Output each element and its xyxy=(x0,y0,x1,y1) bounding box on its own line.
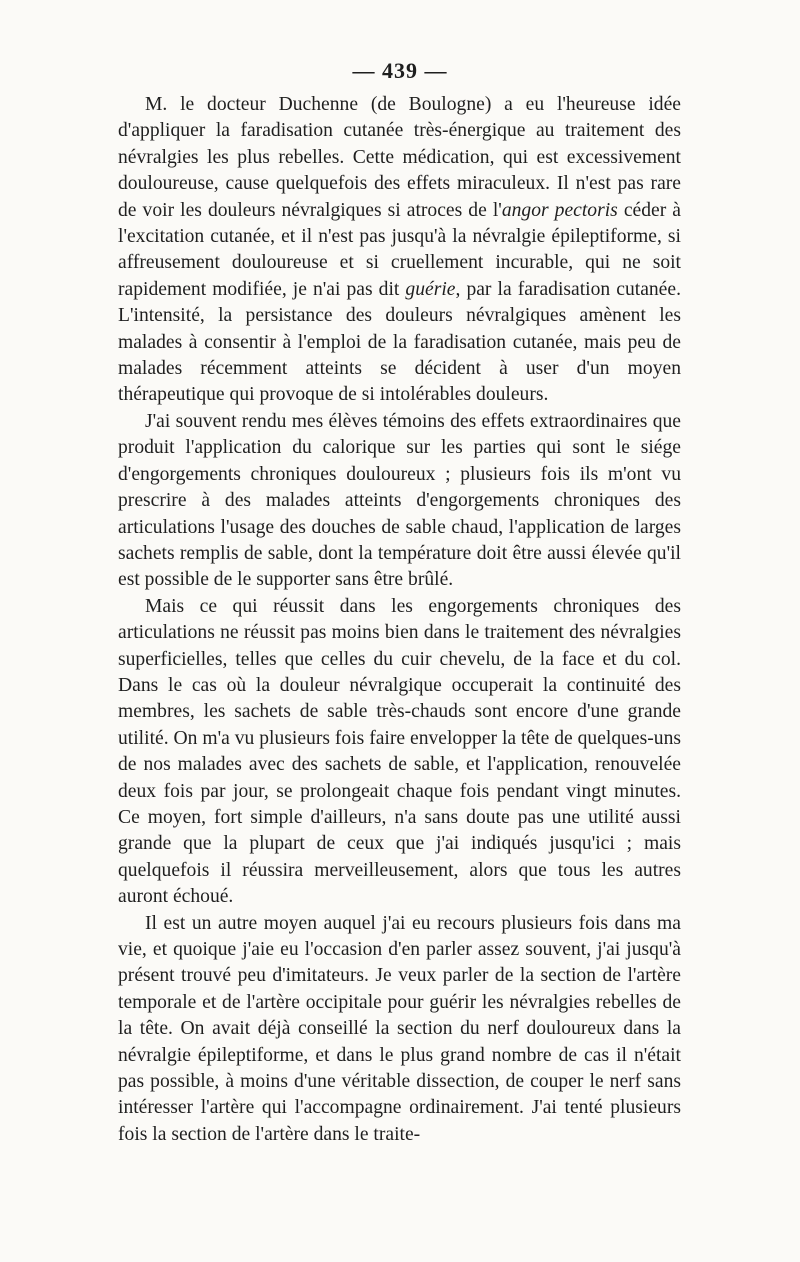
body-text xyxy=(118,92,681,1148)
paragraph xyxy=(118,92,681,409)
italic-term-angor-pectoris: angor pectoris xyxy=(501,199,618,221)
paragraph xyxy=(118,594,681,911)
page-number: — 439 — xyxy=(352,58,448,83)
italic-term-guerie: guérie xyxy=(405,278,456,300)
text-run: M. le docteur Duchenne (de Boulogne) a eu l'heureuse idée d'appliquer la faradisation cutanée très-énergique au traitement des névralgies les plus rebelles. Cette médication, qui est excessivement douloureuse, cause quelquefois des effets miraculeux. Il n'est pas rare de voir les douleurs névralgiques si atroces de l' xyxy=(118,94,681,221)
paragraph xyxy=(118,409,681,594)
paragraph xyxy=(118,911,681,1149)
text-run: Il est un autre moyen auquel j'ai eu recours plusieurs fois dans ma vie, et quoique j'aie eu l'occasion d'en parler assez souvent, j'ai jusqu'à présent trouvé peu d'imitateurs. Je veux parler de la section de l'artère temporale et de l'artère occipitale pour guérir les névralgies rebelles de la tête. On avait déjà conseillé la section du nerf douloureux dans la névralgie épileptiforme, et dans le plus grand nombre de cas il n'était pas possible, à moins d'une véritable dissection, de couper le nerf sans intéresser l'artère qui l'accompagne ordinairement. J'ai tenté plusieurs fois la section de l'artère dans le traite- xyxy=(118,912,681,1145)
text-run: , par la faradisation cutanée. L'intensité, la persistance des douleurs névralgiques amènent les malades à consentir à l'emploi de la faradisation cutanée, mais peu de malades récemment atteints se décident à user d'un moyen thérapeutique qui provoque de si intolérables douleurs. xyxy=(118,278,681,406)
text-run: J'ai souvent rendu mes élèves témoins des effets extraordinaires que produit l'application du calorique sur les parties qui sont le siége d'engorgements chroniques douloureux ; plusieurs fois ils m'ont vu prescrire à des malades atteints d'engorgements chroniques des articulations l'usage des douches de sable chaud, l'application de larges sachets remplis de sable, dont la température doit être aussi élevée qu'il est possible de le supporter sans être brûlé. xyxy=(118,410,681,591)
text-run: céder à l'excitation cutanée, et il n'est pas jusqu'à la névralgie épileptiforme, si affreusement douloureuse et si cruellement incurable, qui ne soit rapidement modifiée, je n'ai pas dit xyxy=(118,199,681,300)
text-run: Mais ce qui réussit dans les engorgements chroniques des articulations ne réussit pas moins bien dans le traitement des névralgies superficielles, telles que celles du cuir chevelu, de la face et du col. Dans le cas où la douleur névralgique occuperait la continuité des membres, les sachets de sable très-chauds sont encore d'une grande utilité. On m'a vu plusieurs fois faire envelopper la tête de quelques-uns de nos malades avec des sachets de sable, et l'application, renouvelée deux fois par jour, se prolongeait chaque fois pendant vingt minutes. Ce moyen, fort simple d'ailleurs, n'a sans doute pas une utilité aussi grande que la plupart de ceux que j'ai indiqués jusqu'ici ; mais quelquefois il réussira merveilleusement, alors que tous les autres auront échoué. xyxy=(118,595,681,908)
